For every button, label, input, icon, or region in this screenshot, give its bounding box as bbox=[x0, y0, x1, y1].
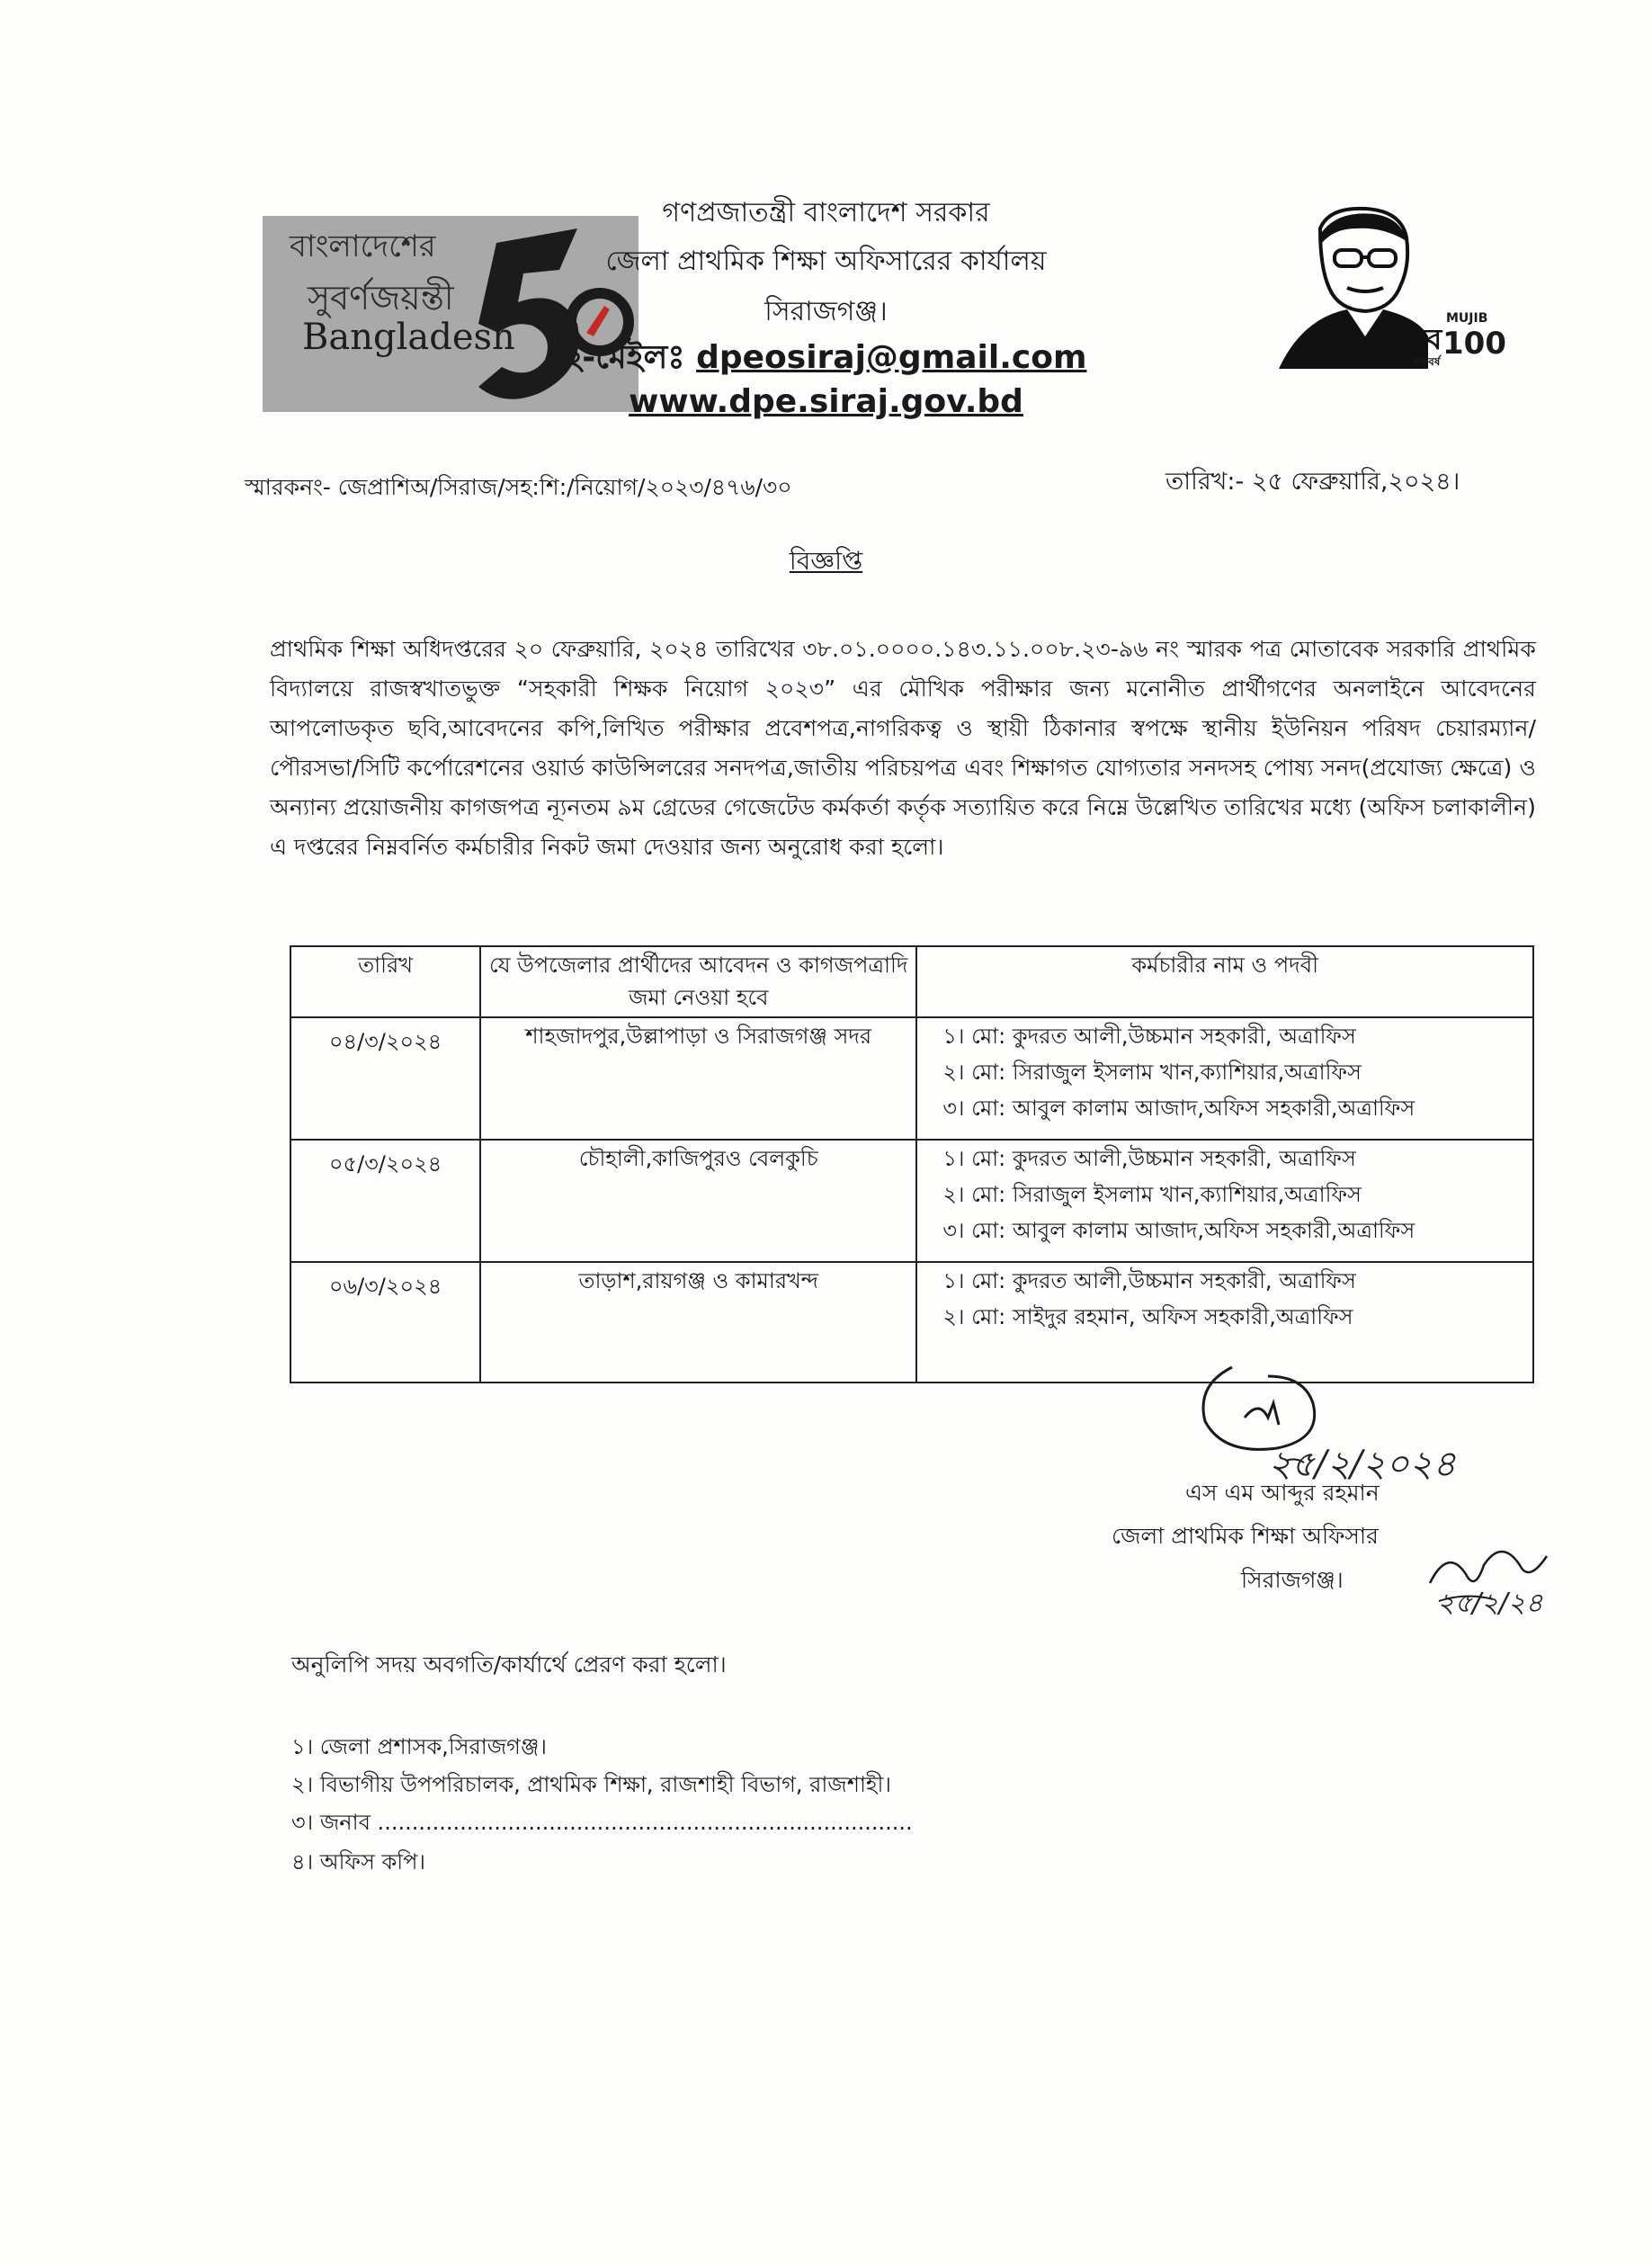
signatory-location: সিরাজগঞ্জ। bbox=[1241, 1567, 1344, 1593]
website-link[interactable]: www.dpe.siraj.gov.bd bbox=[629, 383, 1023, 420]
row-upazila: তাড়াশ,রায়গঞ্জ ও কামারখন্দ bbox=[480, 1262, 916, 1383]
signatory-designation: জেলা প্রাথমিক শিক্ষা অফিসার bbox=[1112, 1523, 1379, 1549]
mujib-years-text: শতবর্ষ bbox=[1414, 355, 1441, 368]
mujib-small-text: MUJIB bbox=[1446, 311, 1488, 326]
row-employees bbox=[916, 1017, 1533, 1140]
logo-text-2: সুবর্ণজয়ন্তী bbox=[308, 278, 454, 318]
logo-text-1: বাংলাদেশের bbox=[290, 228, 436, 264]
mujib-100-logo bbox=[1266, 201, 1506, 372]
header-date: তারিখ bbox=[290, 946, 480, 1017]
mujib-100-text: 100 bbox=[1442, 326, 1506, 362]
row-upazila: চৌহালী,কাজিপুরও বেলকুচি bbox=[480, 1140, 916, 1262]
mujib-text: মুজিব bbox=[1376, 322, 1442, 356]
copy-heading: অনুলিপি সদয় অবগতি/কার্যার্থে প্রেরণ করা হলো। bbox=[291, 1651, 727, 1678]
notice-body: প্রাথমিক শিক্ষা অধিদপ্তরের ২০ ফেব্রুয়ারি, ২০২৪ তারিখের ৩৮.০১.০০০০.১৪৩.১১.০০৮.২৩-৯৬ নং স্মারক পত্র মোতাবেক সরকারি প্রাথমিক বিদ্যালয়ে রাজস্বখাতভুক্ত “সহকারী শিক্ষক নিয়োগ ২০২৩” এর মৌখিক পরীক্ষার জন্য মনোনীত প্রার্থীগণের অনলাইনে আবেদনের আপলোডকৃত ছবি,আবেদনের কপি,লিখিত পরীক্ষার প্রবেশপত্র,নাগরিকত্ব ও স্থায়ী ঠিকানার স্বপক্ষে স্থানীয় ইউনিয়ন পরিষদ চেয়ারম্যান/ পৌরসভা/সিটি কর্পোরেশনের ওয়ার্ড কাউন্সিলরের সনদপত্র,জাতীয় পরিচয়পত্র এবং শিক্ষাগত যোগ্যতার সনদসহ পোষ্য সনদ(প্রযোজ্য ক্ষেত্রে) ও অন্যান্য প্রয়োজনীয় কাগজপত্র ন্যূনতম ৯ম গ্রেডের গেজেটেড কর্মকর্তা কর্তৃক সত্যায়িত করে নিম্নে উল্লেখিত তারিখের মধ্যে (অফিস চলাকালীন) এ দপ্তরের নিম্নবর্নিত কর্মচারীর নিকট জমা দেওয়ার জন্য অনুরোধ করা হলো। bbox=[270, 636, 1536, 860]
initial-date: ২৫/২/২৪ bbox=[1437, 1588, 1543, 1619]
employee-item: ৩। মো: আবুল কালাম আজাদ,অফিস সহকারী,অত্রাফিস bbox=[942, 1096, 1415, 1121]
employee-item: ২। মো: সিরাজুল ইসলাম খান,ক্যাশিয়ার,অত্রাফিস bbox=[942, 1182, 1362, 1207]
memo-date: তারিখ:- ২৫ ফেব্রুয়ারি,২০২৪। bbox=[1165, 468, 1460, 496]
table-header-row bbox=[290, 946, 1533, 1017]
employee-item: ২। মো: সাইদুর রহমান, অফিস সহকারী,অত্রাফিস bbox=[942, 1304, 1353, 1329]
signatory-name: এস এম আব্দুর রহমান bbox=[1185, 1480, 1380, 1506]
employee-item: ২। মো: সিরাজুল ইসলাম খান,ক্যাশিয়ার,অত্রাফিস bbox=[942, 1060, 1362, 1085]
copy-item: ১। জেলা প্রশাসক,সিরাজগঞ্জ। bbox=[291, 1734, 547, 1759]
copy-item: ৪। অফিস কপি। bbox=[291, 1849, 425, 1875]
row-date: ০৬/৩/২০২৪ bbox=[290, 1262, 480, 1383]
copy-item: ২। বিভাগীয় উপপরিচালক, প্রাথমিক শিক্ষা, রাজশাহী বিভাগ, রাজশাহী। bbox=[291, 1772, 891, 1797]
header-employee: কর্মচারীর নাম ও পদবী bbox=[916, 946, 1533, 1017]
table-row bbox=[290, 1140, 1533, 1262]
notice-title: বিজ্ঞপ্তি bbox=[789, 546, 863, 576]
signature-date: ২৫/২/২০২৪ bbox=[1268, 1444, 1456, 1485]
schedule-table bbox=[290, 945, 1534, 1383]
employee-item: ১। মো: কুদরত আলী,উচ্চমান সহকারী, অত্রাফিস bbox=[942, 1024, 1356, 1049]
employee-item: ১। মো: কুদরত আলী,উচ্চমান সহকারী, অত্রাফিস bbox=[942, 1268, 1356, 1293]
office-location: সিরাজগঞ্জ। bbox=[764, 296, 888, 327]
employee-item: ১। মো: কুদরত আলী,উচ্চমান সহকারী, অত্রাফিস bbox=[942, 1146, 1356, 1171]
copy-item: ৩। জনাব .............................................................................. bbox=[291, 1810, 913, 1835]
email-label: ই-মেইলঃ bbox=[565, 339, 685, 376]
row-upazila: শাহজাদপুর,উল্লাপাড়া ও সিরাজগঞ্জ সদর bbox=[480, 1017, 916, 1140]
email-link[interactable]: dpeosiraj@gmail.com bbox=[696, 339, 1087, 376]
header-upazila: যে উপজেলার প্রার্থীদের আবেদন ও কাগজপত্রাদি জমা নেওয়া হবে bbox=[480, 946, 916, 1017]
table-row bbox=[290, 1017, 1533, 1140]
employee-item: ৩। মো: আবুল কালাম আজাদ,অফিস সহকারী,অত্রাফিস bbox=[942, 1218, 1415, 1243]
row-employees bbox=[916, 1140, 1533, 1262]
memo-number: স্মারকনং- জেপ্রাশিঅ/সিরাজ/সহ:শি:/নিয়োগ/২০২৩/৪৭৬/৩০ bbox=[245, 474, 792, 500]
govt-title: গণপ্রজাতন্ত্রী বাংলাদেশ সরকার bbox=[662, 197, 990, 228]
row-date: ০৪/৩/২০২৪ bbox=[290, 1017, 480, 1140]
row-date: ০৫/৩/২০২৪ bbox=[290, 1140, 480, 1262]
logo-text-3: Bangladesh bbox=[302, 317, 515, 358]
office-title: জেলা প্রাথমিক শিক্ষা অফিসারের কার্যালয় bbox=[605, 246, 1047, 277]
